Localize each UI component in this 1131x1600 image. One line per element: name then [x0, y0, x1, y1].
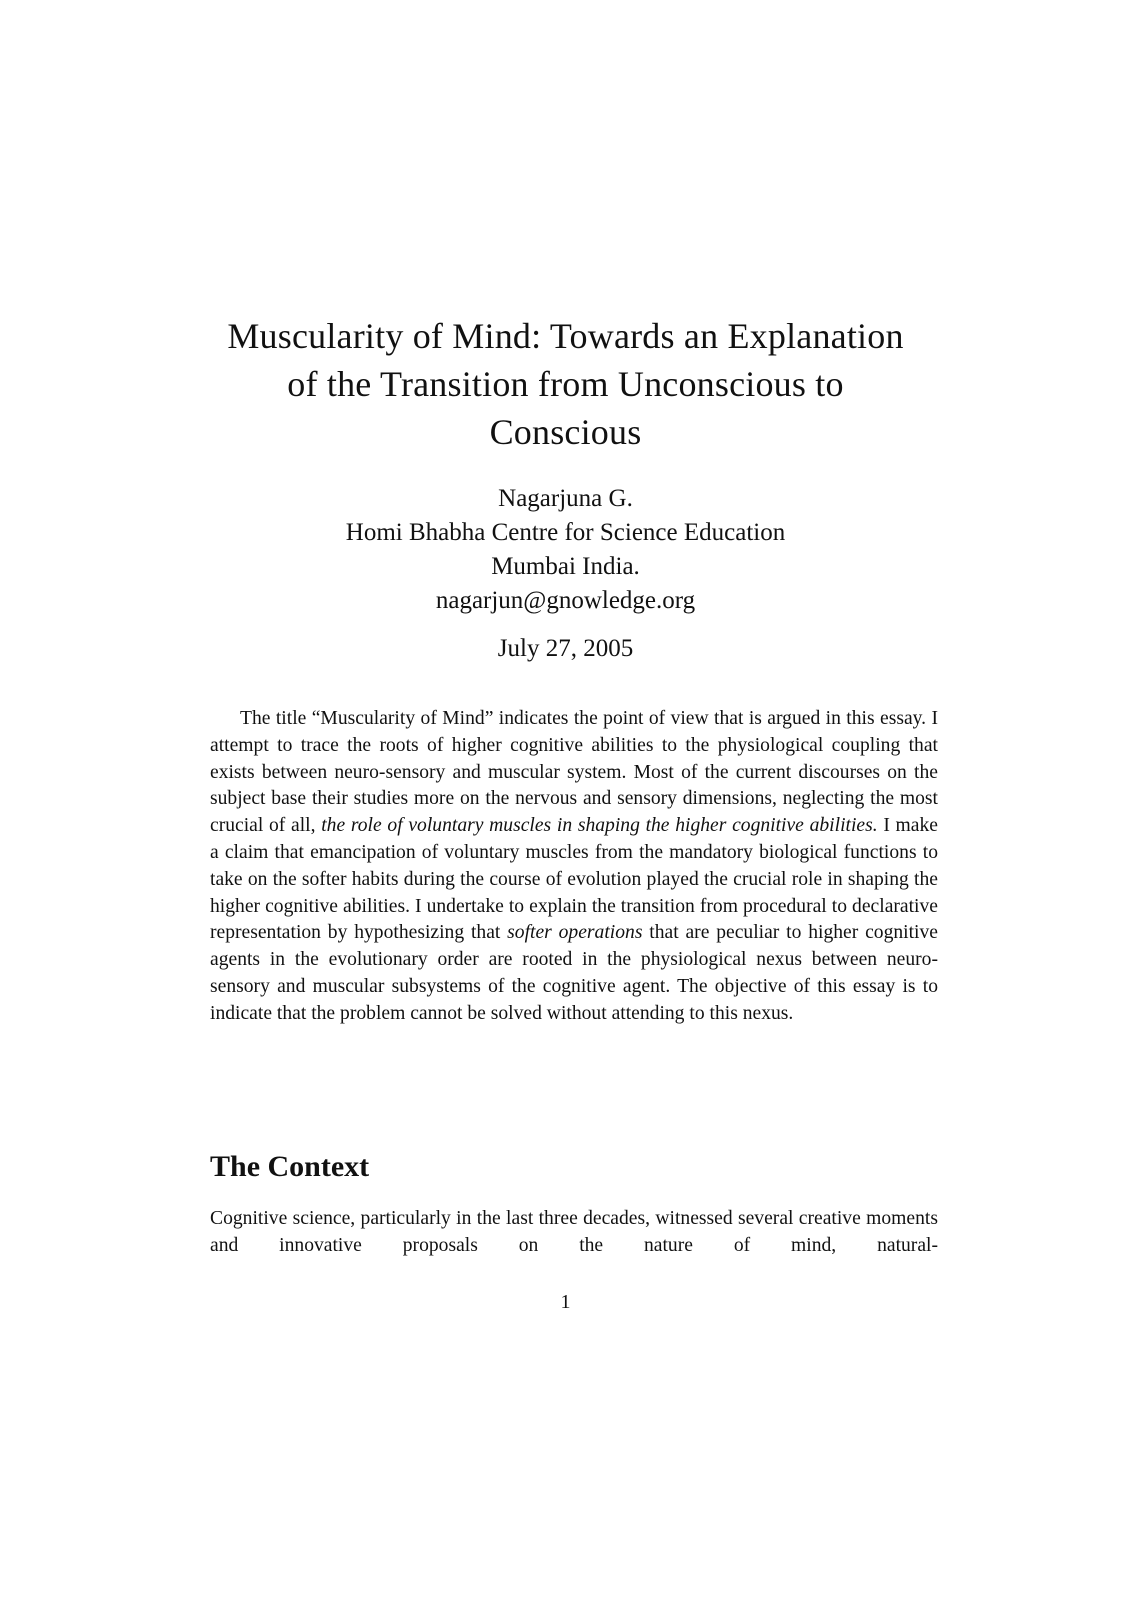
abstract-text: that are peculiar to higher cognitive agents in the evolutionary order are rooted in the physiological nexus between neuro-sensory and muscular subsystems of the cognitive agent. The objective of this essay is to indicate that the problem cannot be solved without attending to this nexus. [210, 922, 938, 1024]
abstract-emphasis: softer operations [507, 922, 643, 944]
author-location: Mumbai India. [491, 553, 640, 580]
abstract-emphasis: the role of voluntary muscles in shaping the higher cognitive abilities. [321, 815, 878, 837]
title-line: Conscious [489, 412, 642, 452]
title-line: Muscularity of Mind: Towards an Explanation [227, 316, 904, 356]
abstract [210, 706, 938, 1028]
section-body-text: Cognitive science, particularly in the last three decades, witnessed several creative moments and innovative proposals on the nature of mind, natural- [210, 1208, 938, 1256]
author-institution: Homi Bhabha Centre for Science Education [345, 519, 786, 546]
abstract-text: The title “Muscularity of Mind” indicates the point of view that is argued in this essay. I attempt to trace the roots of higher cognitive abilities to the physiological coupling that exists between neuro-sensory and muscular system. Most of the current discourses on the subject base their studies more on the nervous and sensory dimensions, neglecting the most crucial of all, [210, 708, 938, 837]
page-number: 1 [560, 1291, 571, 1313]
author-email: nagarjun@gnowledge.org [435, 587, 696, 614]
author-block [200, 482, 931, 618]
author-name: Nagarjuna G. [498, 485, 633, 512]
paper-title [150, 312, 981, 456]
section-heading: The Context [210, 1150, 370, 1183]
abstract-text: I make a claim that emancipation of voluntary muscles from the mandatory biological functions to take on the softer habits during the course of evolution played the crucial role in shaping the higher cognitive abilities. I undertake to explain the transition from procedural to declarative representation by hypothesizing that [210, 815, 938, 944]
paper-date: July 27, 2005 [497, 635, 634, 662]
title-line: of the Transition from Unconscious to [287, 364, 844, 404]
